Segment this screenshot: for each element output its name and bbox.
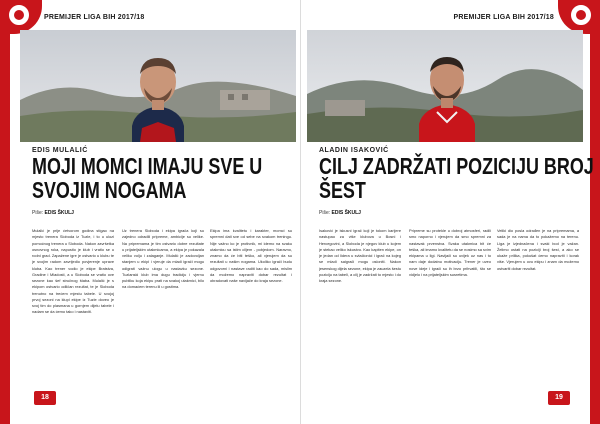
article-column-2 bbox=[122, 228, 204, 384]
column-text: Uz trenera Sloboda i ekipa igrača koji su zajedno odradili pripreme, ambicije su velike. Na pripremama je tim ostvario dobre rezultate u prijateljskim utakmicama, a ekipa je pokazala veliku volju i zalaganje. Mulalić je zadovoljan stanjem u ekipi i vjeruje da mladi igrači mogu odigrati važnu ulogu u nastavku sezone. Tuzlanski klub ima dugu tradiciju i vjernu publiku koja ekipu prati na svakoj utakmici, bilo na domaćem terenu ili u gostima. bbox=[122, 228, 204, 290]
article-column-1 bbox=[32, 228, 114, 384]
article-column-1 bbox=[319, 228, 401, 384]
player-photo-isakovic bbox=[307, 30, 583, 142]
article-column-3 bbox=[210, 228, 292, 384]
article-headline bbox=[32, 154, 262, 202]
column-text: Ekipa ima kvalitetu i karakter, momci su spremni dati sve od sebe na svakom treningu. Nije važno ko je protivnik, mi idemo na svaku utakmicu sa istim ciljem - pobjedom. Naravno, znamo da će biti teško, ali vjerujem da su rezultati u našim nogama. Ukoliko igrači budu odgovorni i nastave raditi kao do sada, mislim da možemo napraviti dobar rezultat i obradovati naše navijače do kraja sezone. bbox=[210, 228, 292, 283]
right-red-edge bbox=[590, 0, 600, 424]
column-text: Isaković je iskusni igrač koji je tokom karijere nastupao za više klubova u Bosni i Hercegovini, a Sloboda je njegov klub u kojem je stekao veliko iskustvo. Kao kapiten ekipe, on je jedan od lidera u svlačionici i igrač na kojeg se mladi saigrači mogu osloniti. Nakon jesenskog dijela sezone, ekipa je zauzela šestu poziciju na tabeli, a cilj je zadržati to mjesto i do kraja sezone. bbox=[319, 228, 401, 283]
player-photo-mulalic bbox=[20, 30, 296, 142]
left-corner-tab bbox=[0, 0, 42, 34]
headline-line-2: SVOJIM NOGAMA bbox=[32, 177, 187, 203]
column-text: Pripreme su protekle u dobroj atmosferi, radili smo naporno i vjerujem da smo spremni za nastavak prvenstva. Svaka utakmica bit će teška, ali imamo kvalitetu da se nosimo sa svim ekipama u ligi. Navijači su uvijek uz nas i to nam daje dodatnu motivaciju. Trener je uveo nove ideje i igrači su ih brzo prihvatili, što se vidjelo i na prijateljskim susretima. bbox=[409, 228, 491, 277]
headline-line-1: MOJI MOMCI IMAJU SVE U bbox=[32, 153, 263, 179]
byline bbox=[32, 210, 74, 216]
page-number: 19 bbox=[548, 391, 570, 405]
column-text: Mulalić je prije ćetvorom godina stigao na mjesto trenera Sloboda iz Tuzle, i to u ulozi pomoćnog trenera u Sloboda. Nakon završetka osnovnog roka, napustio je klub i vratio se u rodni grad. Zapažene igre je ostvario u klubu te je svojim radom zavrijedio povjerenje uprave kluba. Kao trener vodio je ekipe Bratstva, Gradine i Mladosti, a u Sloboda se vratio ove sezone kao šef stručnog štaba. Mulalić je s ekipom ostvario odličan rezultat, te je Sloboda trenutno na trećem mjestu tabele. U svojoj prvoj sezoni na klupi ekipe iz Tuzle doveo je svoj tim do plasmana u gornjem dijelu tabele i nadam se da ćemo tako i nastaviti. bbox=[32, 228, 114, 315]
byline-author: EDIS ŠKULJ bbox=[44, 210, 74, 216]
player-name: ALADIN ISAKOVIĆ bbox=[319, 147, 389, 154]
league-label: PREMIJER LIGA BIH 2017/18 bbox=[44, 14, 145, 21]
league-logo-icon bbox=[571, 5, 591, 25]
league-logo-icon bbox=[9, 5, 29, 25]
byline-prefix: Piše: bbox=[32, 210, 44, 216]
player-name: EDIS MULALIĆ bbox=[32, 147, 88, 154]
article-headline bbox=[319, 154, 594, 202]
byline-author: EDIS ŠKULJ bbox=[331, 210, 361, 216]
article-column-2 bbox=[409, 228, 491, 384]
column-text: Veliki dio posla odrađen je na pripremama, a sada je na nama da to pokažemo na terenu. Liga je izjednačena i svaki bod je važan. Želimo ostati na poziciji broj šest, a ako se ukaže prilika, pokušat ćemo napraviti i korak više. Vjerujem u ovu ekipu i znam da možemo ostvariti dobar rezultat. bbox=[497, 228, 579, 271]
byline-prefix: Piše: bbox=[319, 210, 331, 216]
left-red-edge bbox=[0, 0, 10, 424]
article-column-3 bbox=[497, 228, 579, 384]
headline-line-1: CILJ ZADRŽATI POZICIJU BROJ bbox=[319, 153, 594, 179]
magazine-page-right bbox=[300, 0, 600, 424]
headline-line-2: ŠEST bbox=[319, 177, 366, 203]
page-number: 18 bbox=[34, 391, 56, 405]
right-corner-tab bbox=[558, 0, 600, 34]
byline bbox=[319, 210, 361, 216]
league-label: PREMIJER LIGA BIH 2017/18 bbox=[453, 14, 554, 21]
